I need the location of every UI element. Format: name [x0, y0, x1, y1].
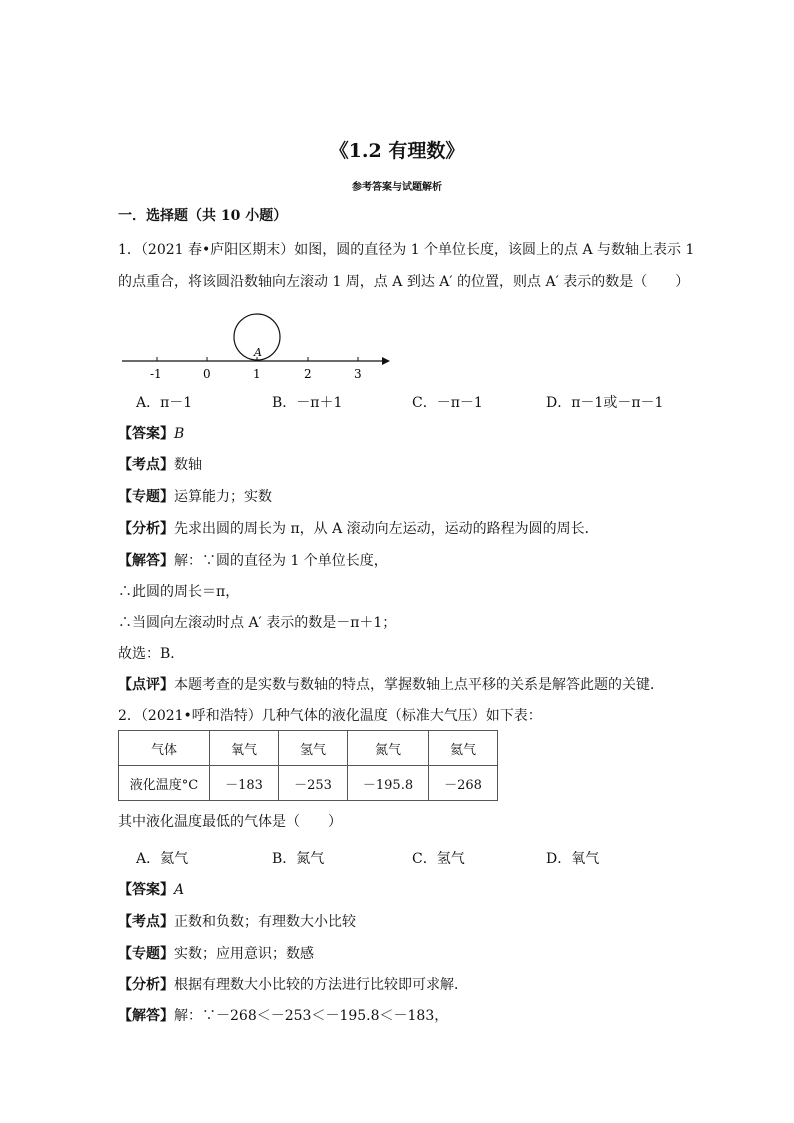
q2-kaodian: 【考点】正数和负数；有理数大小比较	[118, 914, 356, 930]
q1-jieda-4: 故选：B．	[118, 646, 185, 662]
q1-option-c: C．－π－1	[412, 395, 483, 411]
q1-zhuanti: 【专题】运算能力；实数	[118, 489, 272, 505]
gas-table-data-row	[119, 766, 498, 801]
q2-question: 其中液化温度最低的气体是（ ）	[118, 814, 342, 830]
page-title: 《1.2 有理数》	[329, 140, 465, 162]
q1-jieda-3: ∴当圆向左滚动时点 A′ 表示的数是－π＋1；	[118, 615, 397, 631]
q1-option-d: D．π－1或－π－1	[546, 395, 664, 411]
page-subtitle: 参考答案与试题解析	[352, 182, 442, 193]
table-cell: 氮气	[348, 731, 429, 766]
tick-label-3: 3	[354, 367, 362, 381]
table-cell: 液化温度°C	[119, 766, 210, 801]
q1-option-b: B．－π＋1	[272, 395, 343, 411]
q1-answer: 【答案】B	[118, 426, 185, 442]
q1-fenxi: 【分析】先求出圆的周长为 π，从 A 滚动向左运动，运动的路程为圆的周长．	[118, 521, 599, 537]
q1-kaodian: 【考点】数轴	[118, 457, 202, 473]
q2-option-b: B．氮气	[272, 851, 325, 867]
table-cell: 氢气	[279, 731, 348, 766]
q2-option-a: A．氦气	[136, 851, 189, 867]
q2-jieda: 【解答】解：∵－268＜－253＜－195.8＜－183，	[118, 1008, 449, 1024]
point-a-label: A	[254, 346, 262, 359]
table-cell: 气体	[119, 731, 210, 766]
q1-dianping: 【点评】本题考查的是实数与数轴的特点，掌握数轴上点平移的关系是解答此题的关键．	[118, 677, 664, 693]
tick-label-2: 2	[304, 367, 312, 381]
tick-label-neg1: -1	[150, 367, 162, 381]
table-cell: 氦气	[429, 731, 498, 766]
table-cell: 氧气	[210, 731, 279, 766]
q1-text-line1: 1．（2021 春•庐阳区期末）如图，圆的直径为 1 个单位长度，该圆上的点 A 与数轴上表示 1	[118, 242, 695, 258]
q2-answer: 【答案】A	[118, 882, 185, 898]
q1-jieda-2: ∴此圆的周长＝π，	[118, 584, 240, 600]
tick-label-0: 0	[203, 367, 211, 381]
table-cell: －195.8	[348, 766, 429, 801]
q2-text-line1: 2．（2021•呼和浩特）几种气体的液化温度（标准大气压）如下表：	[118, 708, 542, 724]
table-cell: －183	[210, 766, 279, 801]
q1-option-a: A．π－1	[136, 395, 193, 411]
tick-label-1: 1	[253, 367, 261, 381]
number-line-arrow	[382, 357, 390, 365]
q2-option-c: C．氢气	[412, 851, 465, 867]
gas-table	[118, 730, 498, 801]
q2-fenxi: 【分析】根据有理数大小比较的方法进行比较即可求解．	[118, 977, 468, 993]
q1-text-line2: 的点重合，将该圆沿数轴向左滚动 1 周，点 A 到达 A′ 的位置，则点 A′ 表示的数是（ ）	[118, 274, 690, 290]
table-cell: －268	[429, 766, 498, 801]
q2-option-d: D．氧气	[546, 851, 600, 867]
number-line-figure	[120, 308, 400, 388]
q1-jieda: 【解答】解：∵圆的直径为 1 个单位长度，	[118, 553, 388, 569]
table-cell: －253	[279, 766, 348, 801]
q2-zhuanti: 【专题】实数；应用意识；数感	[118, 946, 314, 962]
gas-table-header-row	[119, 731, 498, 766]
section-heading: 一．选择题（共 10 小题）	[118, 208, 288, 224]
